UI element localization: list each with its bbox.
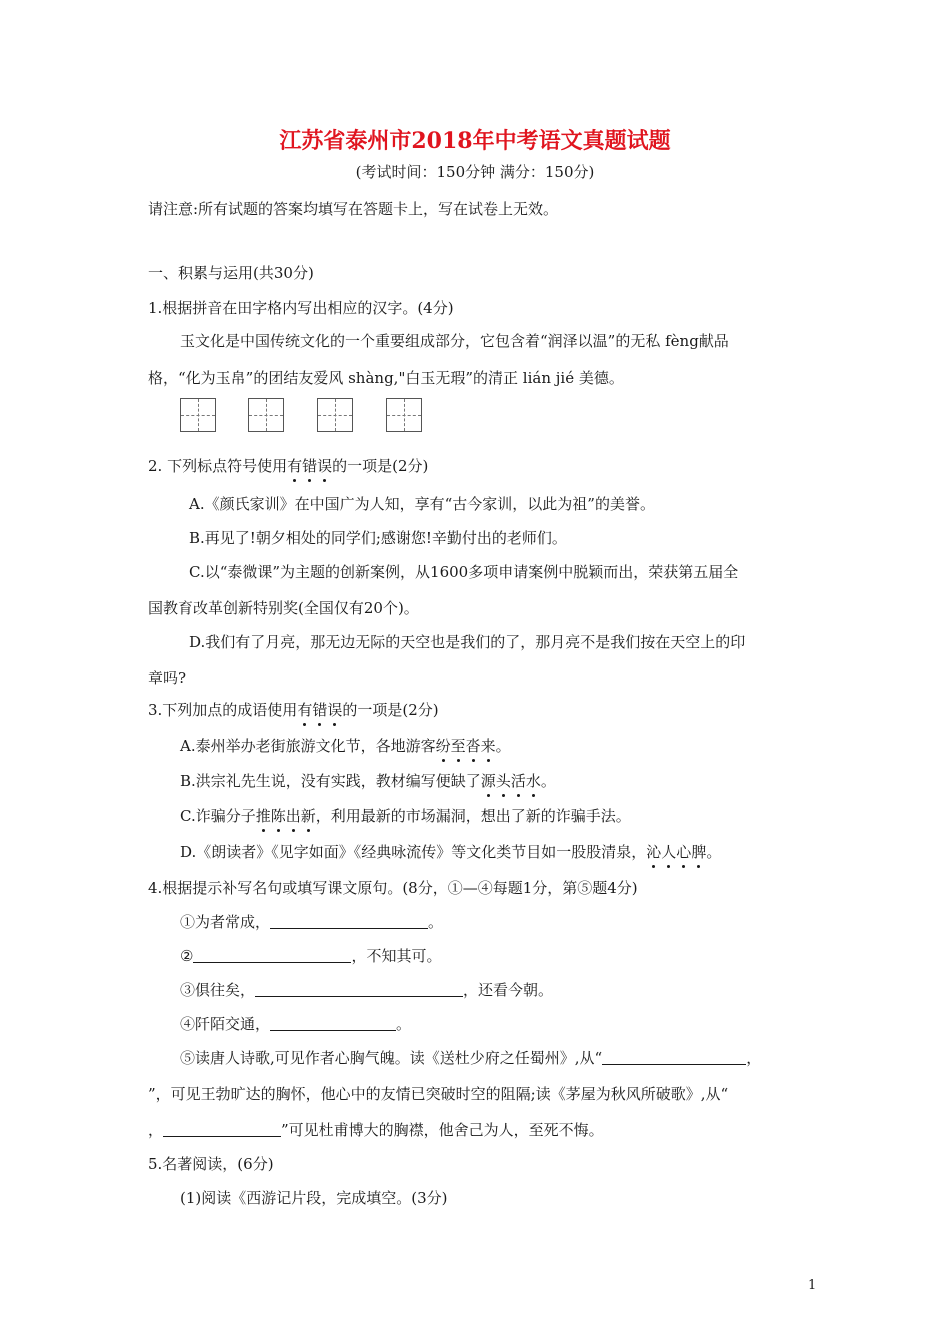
option-c: C.诈骗分子推陈出新，利用最新的市场漏洞，想出了新的诈骗手法。 bbox=[180, 807, 631, 825]
option-c-cont: 国教育改革创新特别奖(全国仅有20个)。 bbox=[148, 599, 419, 617]
fill-item-5-cont: ， ”可见杜甫博大的胸襟，他舍己为人，至死不悔。 bbox=[148, 1121, 604, 1139]
exam-info: (考试时间：150分钟 满分：150分) bbox=[355, 163, 595, 181]
question-3-stem: 3.下列加点的成语使用有错误的一项是(2分) bbox=[148, 701, 439, 719]
fill-item-5-cont: ”，可见王勃旷达的胸怀，他心中的友情已突破时空的阻隔;读《茅屋为秋风所破歌》,从“ bbox=[148, 1085, 729, 1103]
page-number: 1 bbox=[808, 1278, 817, 1293]
question-4-stem: 4.根据提示补写名句或填写课文原句。(8分，①—④每题1分，第⑤题4分) bbox=[148, 879, 638, 897]
tianzige-box[interactable] bbox=[180, 398, 216, 432]
answer-blank[interactable] bbox=[163, 1121, 281, 1137]
page-title: 江苏省泰州市2018年中考语文真题试题 bbox=[279, 128, 671, 154]
section-heading: 一、积累与运用(共30分) bbox=[148, 264, 314, 282]
option-b: B.洪宗礼先生说，没有实践，教材编写便缺了源头活水。 bbox=[180, 772, 556, 790]
tianzige-box[interactable] bbox=[317, 398, 353, 432]
option-c: C.以“泰微课”为主题的创新案例，从1600多项申请案例中脱颖而出，荣获第五届全 bbox=[189, 563, 739, 581]
tianzige-box[interactable] bbox=[386, 398, 422, 432]
answer-blank[interactable] bbox=[255, 981, 463, 997]
fill-item-1: ①为者常成， 。 bbox=[180, 913, 444, 931]
notice: 请注意:所有试题的答案均填写在答题卡上，写在试卷上无效。 bbox=[148, 200, 559, 218]
option-a: A.泰州举办老街旅游文化节，各地游客纷至沓来。 bbox=[180, 737, 511, 755]
question-1-stem: 1.根据拼音在田字格内写出相应的汉字。(4分) bbox=[148, 299, 454, 317]
question-2-stem: 2. 下列标点符号使用有错误的一项是(2分) bbox=[148, 457, 429, 475]
option-a: A.《颜氏家训》在中国广为人知，享有“古今家训，以此为祖”的美誉。 bbox=[189, 495, 655, 513]
fill-item-3: ③俱往矣， ，还看今朝。 bbox=[180, 981, 554, 999]
option-d: D.《朗读者》《见字如面》《经典咏流传》等文化类节目如一股股清泉，沁人心脾。 bbox=[180, 843, 722, 861]
tianzige-box[interactable] bbox=[248, 398, 284, 432]
fill-item-4: ④阡陌交通， 。 bbox=[180, 1015, 412, 1033]
answer-blank[interactable] bbox=[270, 1015, 396, 1031]
answer-blank[interactable] bbox=[270, 913, 428, 929]
answer-blank[interactable] bbox=[193, 947, 351, 963]
option-d: D.我们有了月亮，那无边无际的天空也是我们的了，那月亮不是我们按在天空上的印 bbox=[189, 633, 746, 651]
option-d-cont: 章吗? bbox=[148, 669, 187, 687]
question-5-stem: 5.名著阅读，(6分) bbox=[148, 1155, 274, 1173]
fill-item-2: ② ，不知其可。 bbox=[180, 947, 442, 965]
question-5-sub: (1)阅读《西游记片段，完成填空。(3分) bbox=[180, 1189, 448, 1207]
answer-blank[interactable] bbox=[602, 1049, 746, 1065]
fill-item-5: ⑤读唐人诗歌,可见作者心胸气魄。读《送杜少府之任蜀州》,从“ ， bbox=[180, 1049, 762, 1067]
question-1-text-line: 格，“化为玉帛”的团结友爱风 shàng,"白玉无瑕”的清正 lián jié 美德。 bbox=[148, 369, 624, 387]
question-1-text-line: 玉文化是中国传统文化的一个重要组成部分，它包含着“润泽以温”的无私 fèng献品 bbox=[180, 332, 729, 350]
option-b: B.再见了!朝夕相处的同学们;感谢您!辛勤付出的老师们。 bbox=[189, 529, 567, 547]
